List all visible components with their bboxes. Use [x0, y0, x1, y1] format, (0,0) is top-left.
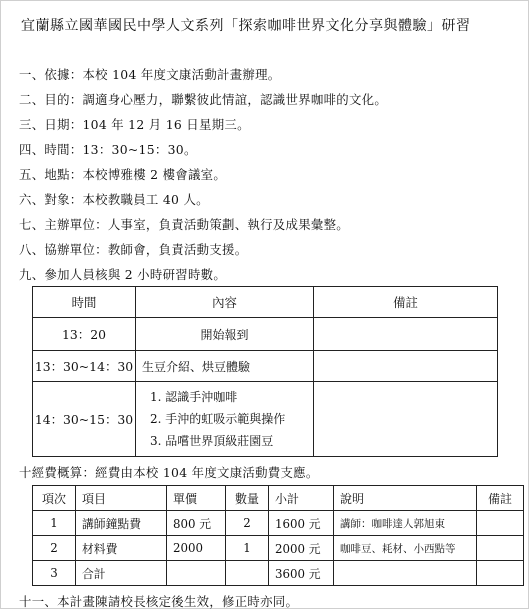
schedule-header-row [33, 287, 498, 318]
schedule-row [33, 351, 498, 382]
budget-no: 2 [33, 536, 76, 561]
schedule-content-line: 3. 品嚐世界頂級莊園豆 [150, 434, 274, 448]
schedule-header-note: 備註 [314, 287, 498, 318]
item-organizer: 七、主辦單位：人事室，負責活動策劃、執行及成果彙整。 [19, 217, 349, 232]
budget-price [167, 561, 226, 586]
item-audience: 六、對象：本校教職員工 40 人。 [19, 192, 209, 207]
item-date: 三、日期：104 年 12 月 16 日星期三。 [19, 117, 250, 132]
item-time: 四、時間：13：30~15：30。 [19, 142, 197, 157]
schedule-row [33, 382, 498, 457]
budget-header-qty: 數量 [226, 486, 269, 511]
footer-note: 十一、本計畫陳請校長核定後生效，修正時亦同。 [19, 594, 299, 609]
schedule-content-line: 2. 手沖的虹吸示範與操作 [150, 412, 286, 426]
budget-header-subtotal: 小計 [269, 486, 334, 511]
budget-header-price: 單價 [167, 486, 226, 511]
budget-header-item: 項目 [76, 486, 167, 511]
budget-row [33, 511, 524, 536]
budget-row [33, 561, 524, 586]
item-co-organizer: 八、協辦單位：教師會，負責活動支援。 [19, 242, 248, 257]
budget-desc: 講師：咖啡達人郭旭東 [334, 511, 477, 536]
budget-heading: 十經費概算：經費由本校 104 年度文康活動費支應。 [19, 465, 319, 480]
budget-price: 800 元 [167, 511, 226, 536]
budget-qty: 2 [226, 511, 269, 536]
budget-header-desc: 說明 [334, 486, 477, 511]
budget-table [32, 485, 524, 586]
budget-subtotal: 2000 元 [269, 536, 334, 561]
schedule-time: 13：30~14：30 [33, 351, 136, 382]
schedule-table [32, 286, 498, 457]
budget-header-note: 備註 [477, 486, 524, 511]
schedule-note [314, 382, 498, 457]
budget-note [477, 561, 524, 586]
budget-header-row [33, 486, 524, 511]
budget-item: 合計 [76, 561, 167, 586]
budget-qty [226, 561, 269, 586]
item-participants: 九、參加人員核與 2 小時研習時數。 [19, 267, 227, 282]
budget-no: 3 [33, 561, 76, 586]
budget-header-no: 項次 [33, 486, 76, 511]
schedule-time: 13：20 [33, 318, 136, 351]
schedule-content-line: 1. 認識手沖咖啡 [150, 390, 238, 404]
schedule-header-content: 內容 [136, 287, 314, 318]
schedule-header-time: 時間 [33, 287, 136, 318]
budget-qty: 1 [226, 536, 269, 561]
schedule-time: 14：30~15：30 [33, 382, 136, 457]
budget-price: 2000 [167, 536, 226, 561]
budget-row [33, 536, 524, 561]
budget-subtotal: 1600 元 [269, 511, 334, 536]
budget-desc: 咖啡豆、耗材、小西點等 [334, 536, 477, 561]
schedule-row [33, 318, 498, 351]
budget-no: 1 [33, 511, 76, 536]
schedule-content: 生豆介紹、烘豆體驗 [136, 351, 314, 382]
item-purpose: 二、目的：調適身心壓力，聯繫彼此情誼，認識世界咖啡的文化。 [19, 92, 388, 107]
schedule-note [314, 351, 498, 382]
schedule-content: 開始報到 [136, 318, 314, 351]
schedule-note [314, 318, 498, 351]
budget-item: 講師鐘點費 [76, 511, 167, 536]
budget-subtotal: 3600 元 [269, 561, 334, 586]
budget-note [477, 536, 524, 561]
schedule-content [136, 382, 314, 457]
document-title: 宜蘭縣立國華國民中學人文系列「探索咖啡世界文化分享與體驗」研習 [21, 18, 471, 34]
budget-note [477, 511, 524, 536]
budget-item: 材料費 [76, 536, 167, 561]
budget-desc [334, 561, 477, 586]
item-location: 五、地點：本校博雅樓 2 樓會議室。 [19, 167, 227, 182]
item-basis: 一、依據：本校 104 年度文康活動計畫辦理。 [19, 67, 281, 82]
